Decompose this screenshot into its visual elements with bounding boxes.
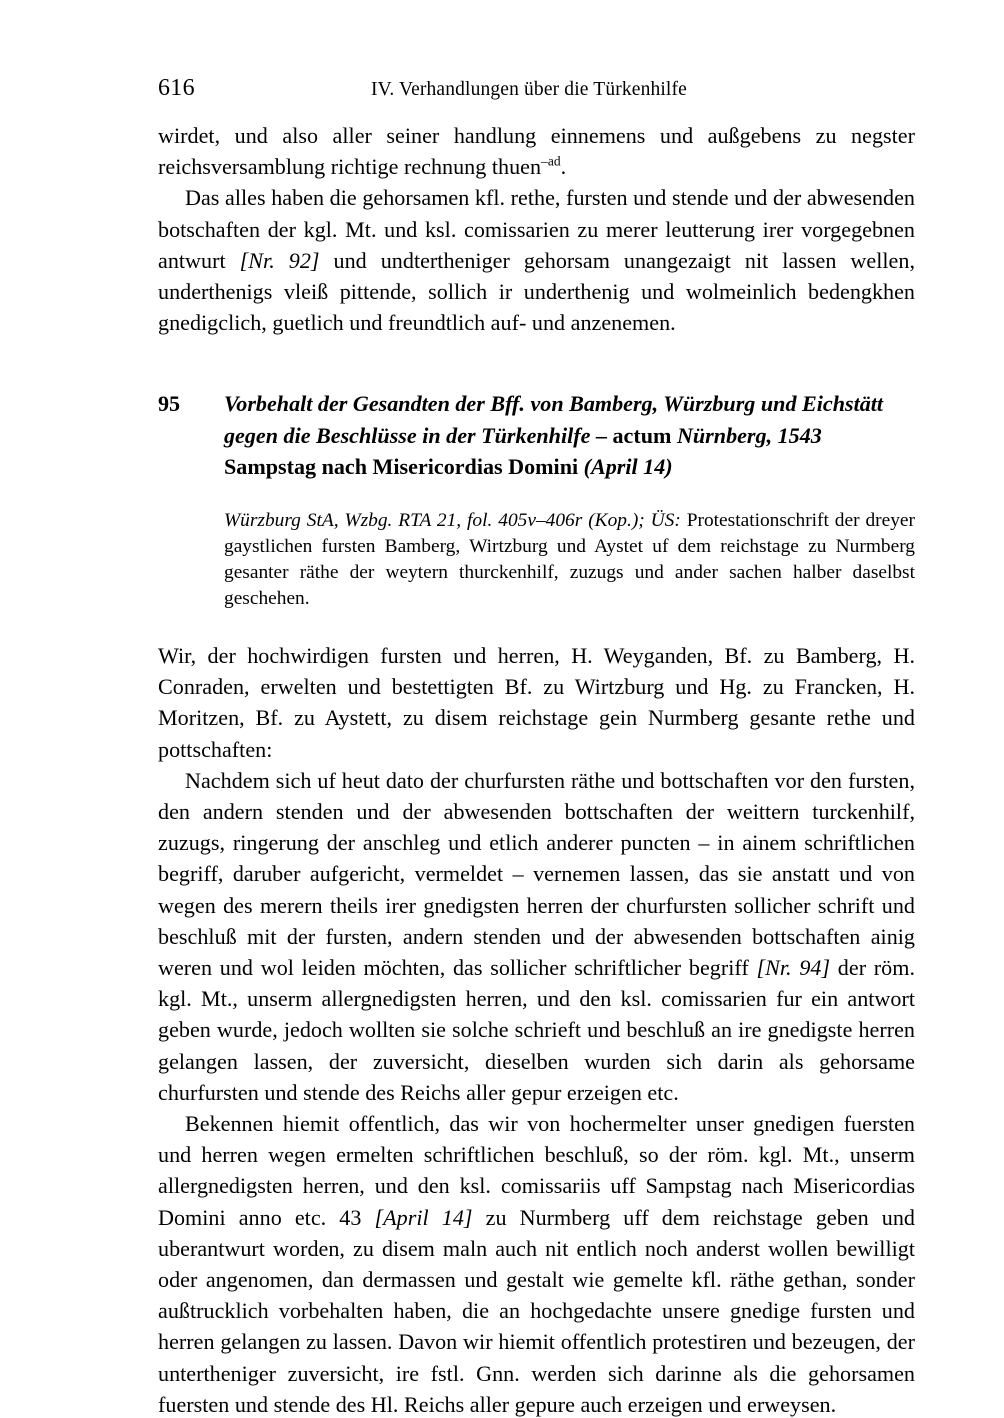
entry-title-date-italic: (April 14) bbox=[583, 454, 673, 480]
entry-number: 95 bbox=[158, 391, 181, 417]
paragraph-text-tail: . bbox=[560, 154, 567, 180]
entry-heading bbox=[158, 388, 915, 482]
footnote-marker: –ad bbox=[541, 153, 561, 169]
entry-title-actum: – actum bbox=[590, 422, 677, 448]
date-reference: [April 14] bbox=[374, 1204, 473, 1230]
entry-title-place-year: Nürnberg, 1543 bbox=[676, 422, 822, 448]
running-head bbox=[158, 76, 915, 106]
cross-reference: [Nr. 94] bbox=[756, 955, 831, 981]
entry-title-italic-main: Vorbehalt der Gesandten der Bff. von Bamberg, Würzburg und Eichstätt gegen die Beschlüsse in der Türkenhilfe bbox=[224, 391, 884, 448]
paragraph-text: Das alles haben die gehorsamen kfl. rethe, fursten und stende und der abwesenden botschaften der kgl. Mt. und ksl. comissarien zu merer leutterung irer vorgegebnen antwurt bbox=[158, 185, 915, 273]
paragraph-wir-der-hochwirdigen: Wir, der hochwirdigen fursten und herren, H. Weyganden, Bf. zu Bamberg, H. Conraden, erwelten und bestettigten Bf. zu Wirtzburg und Hg. zu Francken, H. Moritzen, Bf. zu Aystett, zu disem reichstage gein Nurmberg gesante rethe und pottschaften: bbox=[158, 643, 915, 762]
source-archive-reference: Würzburg StA, Wzbg. RTA 21, fol. 405v–406r (Kop.); ÜS: bbox=[224, 509, 681, 531]
entry-body bbox=[158, 640, 915, 1418]
source-summary: Protestationschrift der dreyer gaystlichen fursten Bamberg, Wirtzburg und Aystet uf dem reichstage zu Nurmberg gesanter räthe der weytern thurckenhilf, zuzugs und ander sachen halber daselbst geschehen. bbox=[224, 509, 915, 609]
paragraph-das-alles bbox=[158, 182, 915, 338]
paragraph-continued bbox=[158, 120, 915, 182]
source-citation bbox=[224, 508, 915, 612]
entry-title-date-roman: Sampstag nach Misericordias Domini bbox=[224, 454, 584, 480]
paragraph-text-tail: und undtertheniger gehorsam unangezaigt nit lassen wellen, underthenigs vleiß pittende, sollich ir underthenig und wolmeinlich bedengkhen gnedigclich, guetlich und freundtlich auf- und anzenemen. bbox=[158, 247, 915, 336]
text-column bbox=[158, 120, 915, 1418]
running-head-title: IV. Verhandlungen über die Türkenhilfe bbox=[370, 79, 687, 100]
paragraph-text-tail: zu Nurmberg uff dem reichstage geben und uberantwurt worden, zu disem maln auch nit entlich noch anderst wollen bewilligt oder angenomen, dan dermassen und gestalt wie gemelte kfl. räthe gethan, sonder außtrucklich vorbehalten haben, die an hochgedachte unsere gnedige fursten und herren gelangen zu lassen. Davon wir hiemit offentlich protestiren und bezeugen, der untertheniger zuversicht, ire fstl. Gnn. werden sich darinne als die gehorsamen fuersten und stende des Hl. Reichs aller gepure auch erzeigen und erweysen. bbox=[158, 1204, 915, 1417]
paragraph-text: wirdet, und also aller seiner handlung einnemens und außgebens zu negster reichsversamblung richtige rechnung thuen bbox=[158, 123, 915, 180]
paragraph-nachdem bbox=[158, 765, 915, 1108]
page-number: 616 bbox=[158, 75, 195, 101]
entry-title bbox=[224, 388, 915, 482]
cross-reference: [Nr. 92] bbox=[239, 247, 320, 273]
paragraph-bekennen bbox=[158, 1108, 915, 1418]
paragraph-text-tail: der röm. kgl. Mt., unserm allergnedigsten herren, und den ksl. comissarien fur ein antwort geben wurde, jedoch wollten sie solche schrieft und beschluß an ire gnedigste herren gelangen lassen, der zuversicht, dieselben wurden sich darin als gehorsame churfursten und stende des Reichs aller gepur erzeigen etc. bbox=[158, 955, 915, 1105]
paragraph-text: Bekennen hiemit offentlich, das wir von hochermelter unser gnedigen fuersten und herren wegen ermelten schriftlichen beschluß, so der röm. kgl. Mt., unserm allergnedigsten herren, und den ksl. comissariis uff Sampstag nach Misericordias Domini anno etc. 43 bbox=[158, 1111, 915, 1230]
paragraph-text: Nachdem sich uf heut dato der churfursten räthe und bottschaften vor den fursten, den andern stenden und der abwesenden bottschaften der weittern turckenhilf, zuzugs, ringerung der anschleg und etlich anderer puncten – in ainem schriftlichen begriff, daruber aufgericht, vermeldet – vernemen lassen, das sie anstatt und von wegen des merern theils irer gnedigsten herren der churfursten sollicher schrift und beschluß mit der fursten, andern stenden und der abwesenden bottschaften ainig weren und wol leiden möchten, das sollicher schriftlicher begriff bbox=[158, 767, 915, 981]
